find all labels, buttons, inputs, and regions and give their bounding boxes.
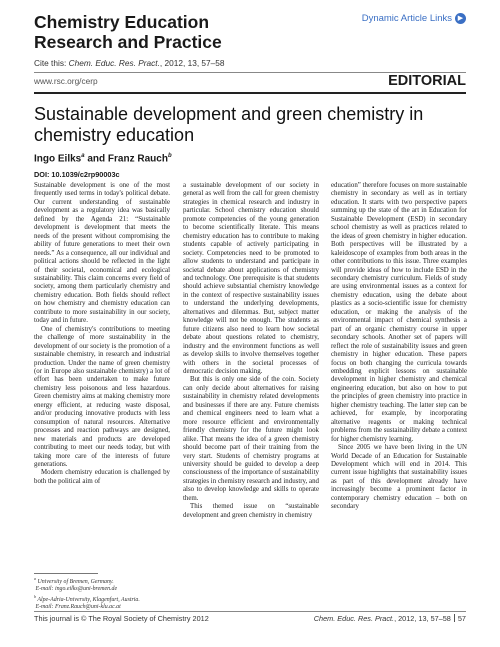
paragraph: But this is only one side of the coin. Society can only decide about alternatives for raising sustainability in chemistry related developments and businesses if there are any. Future chemists and chemical engineers need to learn what a more resource efficient and environmentally friendly chemistry for the future might look alike. That means the idea of a green chemistry should become part of their training from the very start. Students of chemistry programs at university should be guided to develop a deep consciousness of the importance of sustainability strategies in chemistry research and industry, and also to develop knowledge and skills to operate them. <box>183 376 319 502</box>
page-number: 57 <box>457 614 466 623</box>
footnote-email[interactable]: E-mail: ingo.eilks@uni-bremen.de <box>35 586 118 593</box>
journal-title-line1: Chemistry Education <box>34 12 210 32</box>
body-column-2 <box>183 182 319 520</box>
author-affiliation-mark: a <box>81 153 85 159</box>
arrow-right-icon[interactable]: ▶ <box>455 13 466 24</box>
author-affiliation-mark: b <box>167 153 172 159</box>
paragraph: Sustainable development is one of the most frequently used terms in today's political debate. Our current understanding of sustainable development as a regulatory idea was basically defined by the Agenda 21: “Sustainable development is development that meets the needs of the present without compromising the ability of future generations to meet their own needs.” As a consequence, all our individual and political actions should be reflected in the light of their societal, economical and ecological sustainability. This claim concerns every field of society, among them particularly chemistry and chemistry education. Both fields should reflect on how chemistry and chemistry education can contribute to more sustainability in our society, today and in future. <box>34 182 170 325</box>
dynamic-article-links-label[interactable]: Dynamic Article Links <box>361 13 452 24</box>
doi-line[interactable]: DOI: 10.1039/c2rp90003c <box>34 170 120 179</box>
body-column-3 <box>331 182 467 512</box>
footer-citation-rest: , 2012, 13, 57–58 <box>394 614 451 623</box>
journal-title-line2: Research and Practice <box>34 32 222 52</box>
paragraph: Modern chemistry education is challenged by both the political aim of <box>34 469 170 485</box>
footnote-text: Alpe-Adria-University, Klagenfurt, Austria. <box>37 597 140 604</box>
footnotes <box>34 575 170 611</box>
cite-rest: , 2012, 13, 57–58 <box>159 58 225 68</box>
footer-separator <box>454 614 455 622</box>
body-column-1 <box>34 182 170 486</box>
copyright-notice: This journal is © The Royal Society of Chemistry 2012 <box>34 614 209 623</box>
journal-url[interactable]: www.rsc.org/cerp <box>34 76 98 86</box>
footer-citation <box>314 614 466 623</box>
paragraph: One of chemistry's contributions to meeting the challenge of more sustainability in the development of our society is the promotion of a sustainable chemistry, in research and industrial production. Under the name of green chemistry (or in Europe also sustainable chemistry) a lot of effort has been undertaken to make future chemistry less poisonous and less hazardous. Green chemistry aims at making chemistry more energy efficient, at reducing waste disposal, and/or producing innovative products with less consumption of natural resources. Alternative processes and reaction pathways are designed, new materials and products are developed contributing to meet our needs today, but with taking more care of the interests of future generations. <box>34 325 170 468</box>
footnote-divider <box>34 573 98 574</box>
author-name: Ingo Eilks <box>34 153 82 165</box>
paragraph: Since 2005 we have been living in the UN World Decade of an Education for Sustainable Development which will end in 2014. This current issue highlights that sustainability issues as part of this development already have increasingly become a prominent factor in contemporary chemistry education – both on secondary <box>331 444 467 511</box>
footer-journal: Chem. Educ. Res. Pract. <box>313 614 395 623</box>
author-name: Franz Rauch <box>107 153 168 165</box>
paragraph: education” therefore focuses on more sustainable chemistry in secondary as well as in tertiary education. It starts with two perspective papers summing up the state of the art in Education for Sustainable Development (ESD) in secondary school chemistry as well as practices related to the ideas of green chemistry in higher education. Both perspectives will be illustrated by a kaleidoscope of examples from both areas in the other contributions to this issue. Three examples will provide ideas of how to include ESD in the secondary chemistry curriculum. Fields of study are using environmental issues as a context for chemistry education, using the debate about plastics as a socio-scientific issue for chemistry education, or making the analysis of the environmental impact of chemical synthesis a part of an organic chemistry course in upper secondary schools. Another set of papers will reflect the role of sustainability issues and green chemistry in higher education. These papers focus on both changing the curricula towards embedding explicit lessons on sustainable development in higher chemistry and chemical engineering education, but also on how to put the principles of green chemistry into practice in higher chemistry teaching. The latter step can be achieved, for example, by incorporating alternative reagents or making technical problems from the sustainability debate a context for higher chemistry learning. <box>331 182 467 443</box>
footnote-email[interactable]: E-mail: Franz.Rauch@uni-klu.ac.at <box>35 604 121 611</box>
footnote-mark: b <box>34 594 36 600</box>
author-list <box>34 153 172 164</box>
journal-title <box>34 12 222 52</box>
cite-this-line <box>34 58 225 68</box>
paragraph: a sustainable development of our society in general as well from the call for green chemistry strategies in chemical research and industry in particular. School chemistry education should promote competencies of the young generation to become scientifically literate. This means chemistry education has to contribute to making students capable of actively participating in society. Competencies need to be promoted to allow students to understand and participate in societal debate about applications of chemistry and technology. One prerequisite is that students should achieve substantial chemistry knowledge in the context of respective sustainability issues to understand the underlying developments, alternatives and dilemmas. But, subject matter knowledge will not be enough. The students as future citizens also need to learn how societal debate about questions related to chemistry, industry and the environment functions as well as develop skills to involve themselves together with others in the societal processes of democratic decision making. <box>183 182 319 375</box>
footnote-line <box>34 586 170 593</box>
cite-journal: Chem. Educ. Res. Pract. <box>68 58 160 68</box>
footer-divider <box>34 611 466 612</box>
dynamic-article-links[interactable] <box>362 13 466 24</box>
title-divider <box>34 92 466 94</box>
cite-prefix: Cite this: <box>34 58 69 68</box>
author-separator: and <box>84 153 108 165</box>
footnote-line <box>34 593 170 604</box>
section-label: EDITORIAL <box>388 73 466 89</box>
paragraph: This themed issue on “sustainable development and green chemistry in chemistry <box>183 503 319 519</box>
footnote-mark: a <box>34 576 36 581</box>
footnote-text: University of Bremen, Germany. <box>37 578 114 585</box>
article-title: Sustainable development and green chemistry in chemistry education <box>34 104 424 145</box>
footnote-line <box>34 575 170 586</box>
